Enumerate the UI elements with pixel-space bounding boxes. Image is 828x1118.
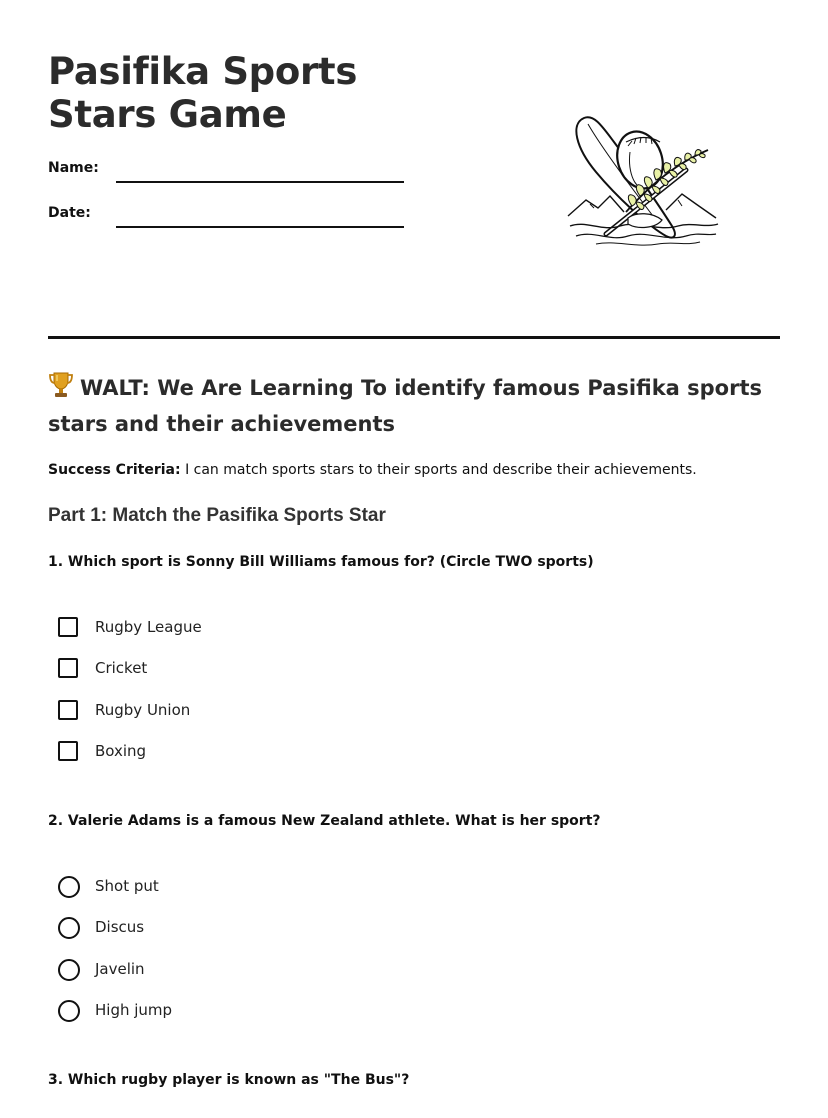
date-field[interactable] bbox=[48, 205, 408, 235]
q1-option-rugby-league[interactable] bbox=[58, 617, 458, 641]
radio-button[interactable] bbox=[58, 959, 80, 981]
question-3: 3. Which rugby player is known as "The Bus"? bbox=[48, 1072, 410, 1088]
radio-button[interactable] bbox=[58, 876, 80, 898]
option-label: Discus bbox=[95, 918, 145, 936]
option-label: Rugby League bbox=[95, 618, 202, 636]
q2-option-javelin[interactable] bbox=[58, 959, 458, 983]
walt-text: WALT: We Are Learning To identify famous Pasifika sports stars and their achievements bbox=[48, 376, 762, 436]
question-2: 2. Valerie Adams is a famous New Zealand athlete. What is her sport? bbox=[48, 813, 601, 829]
trophy-icon bbox=[48, 371, 74, 399]
radio-button[interactable] bbox=[58, 1000, 80, 1022]
checkbox[interactable] bbox=[58, 658, 78, 678]
option-label: High jump bbox=[95, 1001, 173, 1019]
q1-option-cricket[interactable] bbox=[58, 658, 458, 682]
success-criteria-label: Success Criteria: bbox=[48, 462, 181, 478]
option-label: Cricket bbox=[95, 659, 148, 677]
name-field[interactable] bbox=[48, 160, 408, 190]
radio-button[interactable] bbox=[58, 917, 80, 939]
section-divider bbox=[48, 336, 780, 339]
q2-option-discus[interactable] bbox=[58, 917, 458, 941]
success-criteria-text: I can match sports stars to their sports and describe their achievements. bbox=[185, 462, 697, 478]
option-label: Rugby Union bbox=[95, 701, 191, 719]
option-label: Shot put bbox=[95, 877, 159, 895]
name-label: Name: bbox=[48, 160, 99, 176]
checkbox[interactable] bbox=[58, 741, 78, 761]
page-title: Pasifika Sports Stars Game bbox=[48, 50, 358, 136]
option-label: Javelin bbox=[95, 960, 145, 978]
checkbox[interactable] bbox=[58, 700, 78, 720]
q2-option-high-jump[interactable] bbox=[58, 1000, 458, 1024]
date-line[interactable] bbox=[116, 226, 404, 228]
part-1-heading: Part 1: Match the Pasifika Sports Star bbox=[48, 505, 386, 526]
fern-sports-emblem-icon bbox=[566, 108, 722, 252]
success-criteria bbox=[48, 462, 780, 478]
checkbox[interactable] bbox=[58, 617, 78, 637]
q1-option-rugby-union[interactable] bbox=[58, 700, 458, 724]
option-label: Boxing bbox=[95, 742, 147, 760]
question-1: 1. Which sport is Sonny Bill Williams famous for? (Circle TWO sports) bbox=[48, 554, 594, 570]
date-label: Date: bbox=[48, 205, 91, 221]
q2-option-shot-put[interactable] bbox=[58, 876, 458, 900]
name-line[interactable] bbox=[116, 181, 404, 183]
q1-option-boxing[interactable] bbox=[58, 741, 458, 765]
walt-heading bbox=[48, 370, 780, 442]
